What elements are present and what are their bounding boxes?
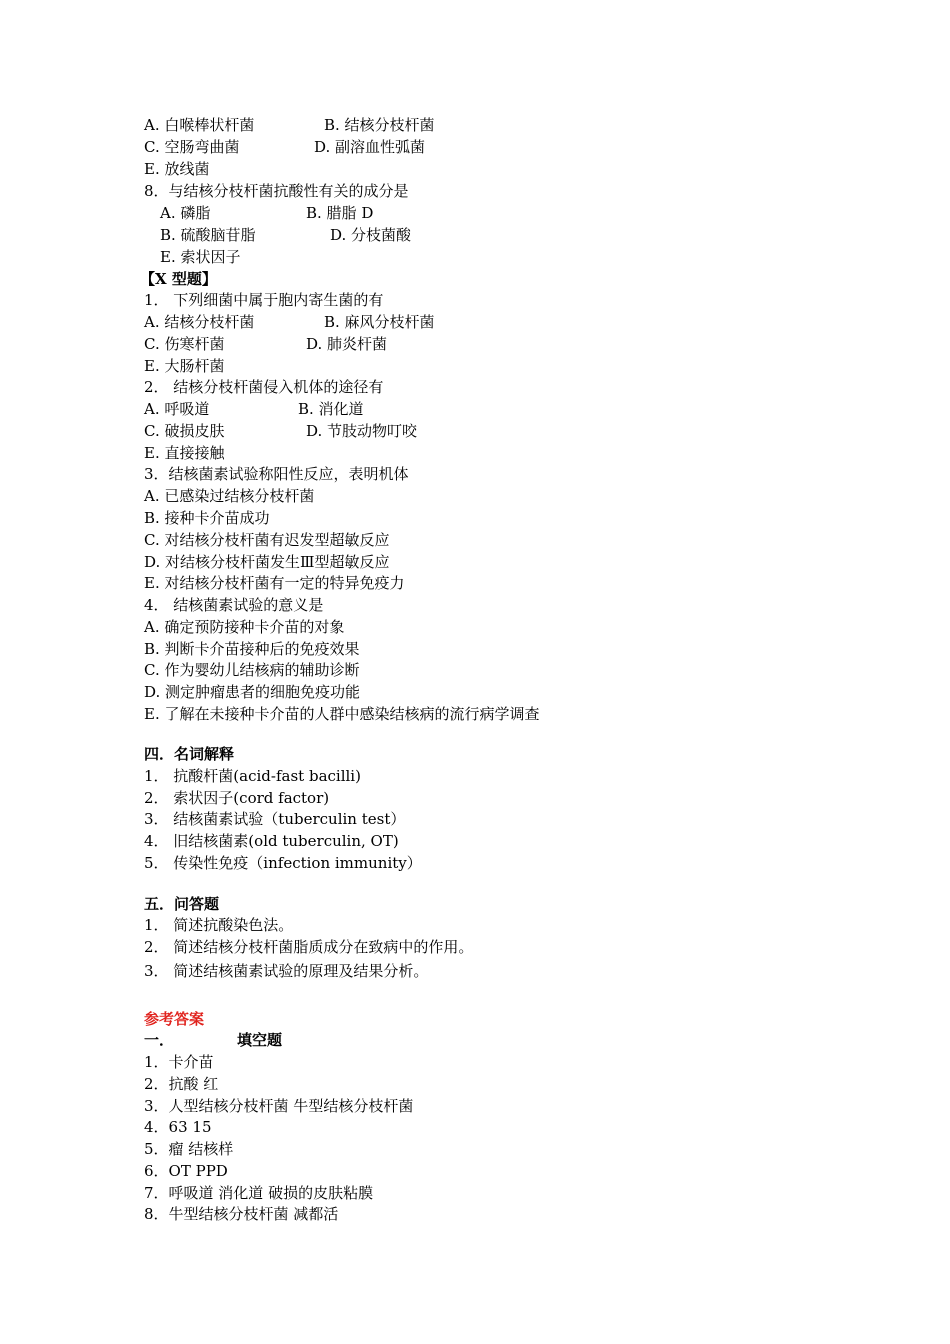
option-c: C. 破损皮肤: [144, 422, 225, 440]
option-d: D. 副溶血性弧菌: [314, 138, 426, 156]
option-e: E. 了解在未接种卡介苗的人群中感染结核病的流行病学调查: [144, 705, 540, 723]
option-c: C. 空肠弯曲菌: [144, 138, 240, 156]
option-c: C. 作为婴幼儿结核病的辅助诊断: [144, 661, 360, 679]
answer-item: 4．63 15: [144, 1118, 212, 1136]
question-stem: 4． 结核菌素试验的意义是: [144, 596, 324, 614]
list-item: 2． 索状因子(cord factor): [144, 789, 330, 807]
list-item: 1． 抗酸杆菌(acid-fast bacilli): [144, 767, 361, 785]
option-b: B. 结核分枝杆菌: [324, 116, 435, 134]
answer-item: 7．呼吸道 消化道 破损的皮肤粘膜: [144, 1184, 374, 1202]
answer-item: 1．卡介苗: [144, 1053, 214, 1071]
option-d: D. 节肢动物叮咬: [306, 422, 418, 440]
option-d: D. 分枝菌酸: [330, 226, 412, 244]
answer-item: 3．人型结核分枝杆菌 牛型结核分枝杆菌: [144, 1097, 414, 1115]
question-stem: 2． 结核分枝杆菌侵入机体的途径有: [144, 378, 384, 396]
option-d: D. 肺炎杆菌: [306, 335, 388, 353]
option-b: B. 硫酸脑苷脂: [160, 226, 256, 244]
list-item: 4． 旧结核菌素(old tuberculin, OT): [144, 832, 399, 850]
section-heading: 【X 型题】: [140, 270, 217, 288]
option-a: A. 确定预防接种卡介苗的对象: [144, 618, 345, 636]
part-title: 填空题: [237, 1031, 283, 1049]
option-e: E. 索状因子: [160, 248, 241, 266]
option-a: A. 呼吸道: [144, 400, 210, 418]
list-item: 5． 传染性免疫（infection immunity）: [144, 854, 422, 872]
section-heading: 四．名词解释: [144, 745, 235, 763]
option-b: B. 腊脂 D: [306, 204, 374, 222]
option-b: B. 判断卡介苗接种后的免疫效果: [144, 640, 360, 658]
option-d: D. 测定肿瘤患者的细胞免疫功能: [144, 683, 361, 701]
question-stem: 8．与结核分枝杆菌抗酸性有关的成分是: [144, 182, 409, 200]
option-a: A. 已感染过结核分枝杆菌: [144, 487, 315, 505]
option-c: C. 伤寒杆菌: [144, 335, 225, 353]
option-c: C. 对结核分枝杆菌有迟发型超敏反应: [144, 531, 390, 549]
question-stem: 1． 下列细菌中属于胞内寄生菌的有: [144, 291, 384, 309]
option-b: B. 接种卡介苗成功: [144, 509, 270, 527]
question-stem: 3．结核菌素试验称阳性反应，表明机体: [144, 465, 409, 483]
list-item: 3． 结核菌素试验（tuberculin test）: [144, 810, 406, 828]
option-d: D. 对结核分枝杆菌发生Ⅲ型超敏反应: [144, 553, 390, 571]
option-b: B. 麻风分枝杆菌: [324, 313, 435, 331]
option-a: A. 白喉棒状杆菌: [144, 116, 255, 134]
answer-item: 6．OT PPD: [144, 1162, 228, 1180]
list-item: 2． 简述结核分枝杆菌脂质成分在致病中的作用。: [144, 938, 474, 956]
section-heading: 五．问答题: [144, 895, 220, 913]
list-item: 1． 简述抗酸染色法。: [144, 916, 294, 934]
option-e: E. 直接接触: [144, 444, 225, 462]
answer-item: 5．瘤 结核样: [144, 1140, 234, 1158]
option-a: A. 磷脂: [160, 204, 211, 222]
option-e: E. 对结核分枝杆菌有一定的特异免疫力: [144, 574, 405, 592]
option-b: B. 消化道: [298, 400, 364, 418]
option-e: E. 放线菌: [144, 160, 210, 178]
answer-item: 2．抗酸 红: [144, 1075, 219, 1093]
answer-item: 8．牛型结核分枝杆菌 减都活: [144, 1205, 339, 1223]
answers-heading: 参考答案: [144, 1010, 205, 1028]
part-number: 一．: [144, 1031, 175, 1049]
option-e: E. 大肠杆菌: [144, 357, 225, 375]
list-item: 3． 简述结核菌素试验的原理及结果分析。: [144, 962, 429, 980]
option-a: A. 结核分枝杆菌: [144, 313, 255, 331]
